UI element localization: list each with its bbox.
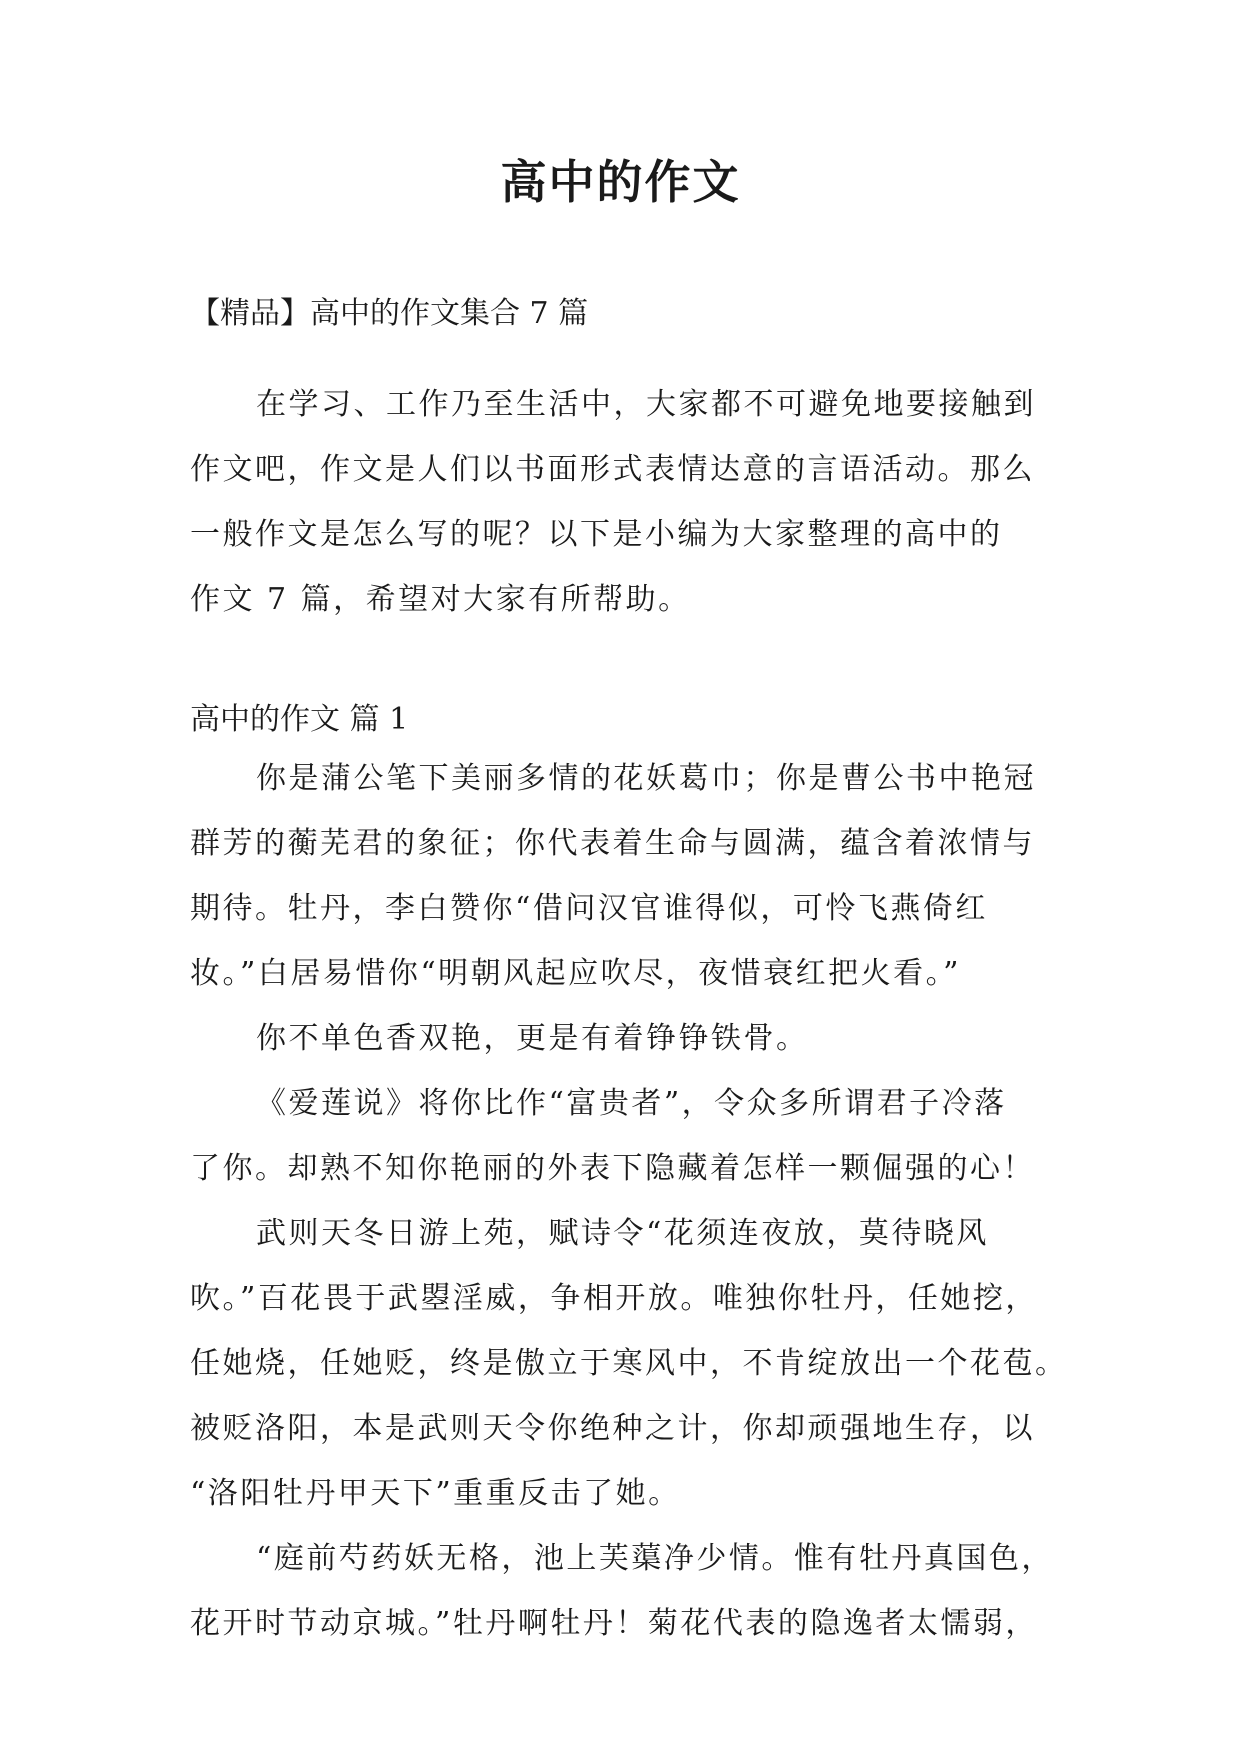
document-title: 高中的作文 [500, 155, 741, 209]
body-line: 群芳的蘅芜君的象征；你代表着生命与圆满，蕴含着浓情与 [190, 826, 1035, 861]
section-heading: 高中的作文 篇 1 [190, 702, 409, 737]
body-line: 妆。”白居易惜你“明朝风起应吹尽，夜惜衰红把火看。” [190, 956, 962, 991]
body-line: 《爱莲说》将你比作“富贵者”，令众多所谓君子冷落 [256, 1086, 1007, 1121]
body-line: 期待。牡丹，李白赞你“借问汉官谁得似，可怜飞燕倚红 [190, 891, 988, 926]
body-line: “庭前芍药妖无格，池上芙蕖净少情。惟有牡丹真国色， [256, 1541, 1054, 1576]
body-line: 武则天冬日游上苑，赋诗令“花须连夜放，莫待晓风 [256, 1216, 989, 1251]
body-line: 吹。”百花畏于武曌淫威，争相开放。唯独你牡丹，任她挖， [190, 1281, 1038, 1316]
body-line: 你不单色香双艳，更是有着铮铮铁骨。 [256, 1021, 809, 1056]
body-line: 花开时节动京城。”牡丹啊牡丹！菊花代表的隐逸者太懦弱， [190, 1606, 1038, 1641]
body-line: 被贬洛阳，本是武则天令你绝种之计，你却顽强地生存，以 [190, 1411, 1035, 1446]
essay-body [190, 746, 1068, 1656]
intro-line: 作文吧，作文是人们以书面形式表情达意的言语活动。那么 [190, 452, 1035, 487]
body-line: 你是蒲公笔下美丽多情的花妖葛巾；你是曹公书中艳冠 [256, 761, 1036, 796]
body-line: “洛阳牡丹甲天下”重重反击了她。 [190, 1476, 681, 1511]
intro-line: 作文 7 篇，希望对大家有所帮助。 [190, 582, 691, 617]
intro-line: 一般作文是怎么写的呢？以下是小编为大家整理的高中的 [190, 517, 1003, 552]
body-line: 任她烧，任她贬，终是傲立于寒风中，不肯绽放出一个花苞。 [190, 1346, 1068, 1381]
body-line: 了你。却熟不知你艳丽的外表下隐藏着怎样一颗倔强的心！ [190, 1151, 1035, 1186]
intro-line: 在学习、工作乃至生活中，大家都不可避免地要接触到 [256, 387, 1036, 422]
intro-paragraph [190, 372, 1060, 632]
document-subtitle: 【精品】高中的作文集合 7 篇 [190, 296, 589, 331]
